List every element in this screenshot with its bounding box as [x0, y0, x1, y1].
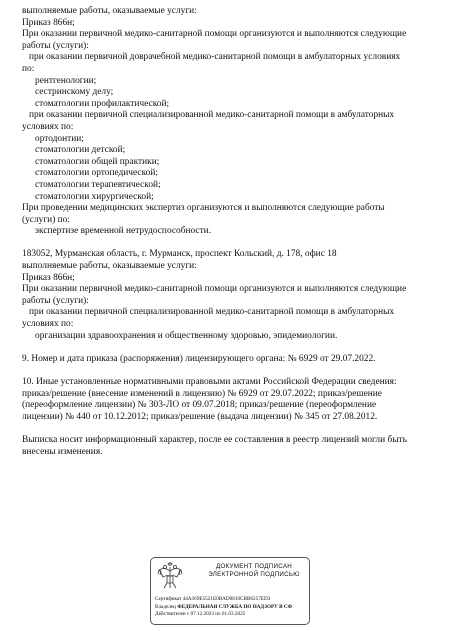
electronic-signature-stamp: [150, 557, 310, 625]
blank-line: [22, 342, 434, 354]
document-line: стоматологии хирургической;: [35, 191, 154, 202]
document-line: При оказании первичной медико-санитарной помощи организуются и выполняются следующие: [22, 29, 407, 40]
document-line: при оказании первичной специализированной медико-санитарной помощи в амбулаторных: [29, 307, 395, 318]
document-line: стоматологии общей практики;: [35, 156, 160, 167]
document-line: выполняемые работы, оказываемые услуги:: [22, 6, 197, 16]
stamp-title-line-1: ДОКУМЕНТ ПОДПИСАН: [215, 563, 293, 570]
document-line: При оказании первичной медико-санитарной помощи организуются и выполняются следующие: [22, 284, 407, 295]
document-body: [22, 6, 434, 458]
document-line: сестринскому делу;: [35, 87, 114, 98]
document-line: 183052, Мурманская область, г. Мурманск, проспект Кольский, д. 178, офис 18: [22, 249, 337, 260]
double-headed-eagle-emblem-icon: [156, 562, 184, 592]
document-line: стоматологии терапевтической;: [35, 179, 161, 190]
document-line: При проведении медицинских экспертиз организуются и выполняются следующие работы: [22, 203, 385, 214]
document-line: (переоформление лицензии) № 303-ЛО от 09.07.2018; приказ/решение (переоформление: [22, 400, 377, 411]
document-line: работы (услуги):: [22, 40, 89, 51]
document-line: при оказании первичной специализированной медико-санитарной помощи в амбулаторных: [29, 110, 395, 121]
document-line: 10. Иные установленные нормативными правовыми актами Российской Федерации сведения:: [22, 377, 397, 387]
document-line: Выписка носит информационный характер, после ее составления в реестр лицензий могли быть: [22, 434, 407, 445]
stamp-validity: Действителен с 07.12.2023 по 01.03.2025: [155, 611, 246, 618]
stamp-owner-label: Владелец: [155, 603, 176, 610]
document-line: стоматологии ортопедической;: [35, 168, 158, 179]
blank-line: [22, 365, 434, 377]
blank-line: [22, 423, 434, 435]
document-line: условиях по:: [22, 121, 74, 132]
stamp-title-line-2: ЭЛЕКТРОННОЙ ПОДПИСЬЮ: [208, 571, 300, 578]
document-line: условиях по:: [22, 319, 74, 330]
stamp-title: [203, 563, 305, 579]
document-line: рентгенологии;: [35, 75, 97, 86]
document-line: стоматологии детской;: [35, 145, 126, 156]
blank-line: [22, 238, 434, 250]
document-line: работы (услуги):: [22, 295, 89, 306]
stamp-owner-name: ФЕДЕРАЛЬНАЯ СЛУЖБА ПО НАДЗОРУ В СФ: [177, 603, 293, 610]
document-line: лицензии) № 440 от 10.12.2012; приказ/решение (выдача лицензии) № 345 от 27.08.2012.: [22, 411, 378, 422]
document-line: организации здравоохранения и общественному здоровью, эпидемиологии.: [35, 330, 338, 341]
document-line: Приказ 866н;: [22, 272, 75, 283]
document-line: при оказании первичной доврачебной медико-санитарной помощи в амбулаторных условиях: [29, 52, 401, 63]
document-line: (услуги) по:: [22, 214, 70, 225]
document-line: выполняемые работы, оказываемые услуги:: [22, 261, 197, 272]
document-line: по:: [22, 63, 35, 74]
document-line: Приказ 866н;: [22, 17, 75, 28]
stamp-certificate: Сертификат 44A369E5521E0BAD0810CBB8257ED3: [155, 596, 271, 602]
document-line: 9. Номер и дата приказа (распоряжения) лицензирующего органа: № 6929 от 29.07.2022.: [22, 353, 376, 364]
stamp-details: [155, 596, 309, 619]
document-line: ортодонтии;: [35, 133, 84, 144]
document-line: экспертизе временной нетрудоспособности.: [35, 226, 212, 237]
document-line: стоматологии профилактической;: [35, 98, 170, 109]
document-line: внесены изменения.: [22, 446, 103, 457]
document-line: приказ/решение (внесение изменений в лицензию) № 6929 от 29.07.2022; приказ/решение: [22, 388, 382, 399]
